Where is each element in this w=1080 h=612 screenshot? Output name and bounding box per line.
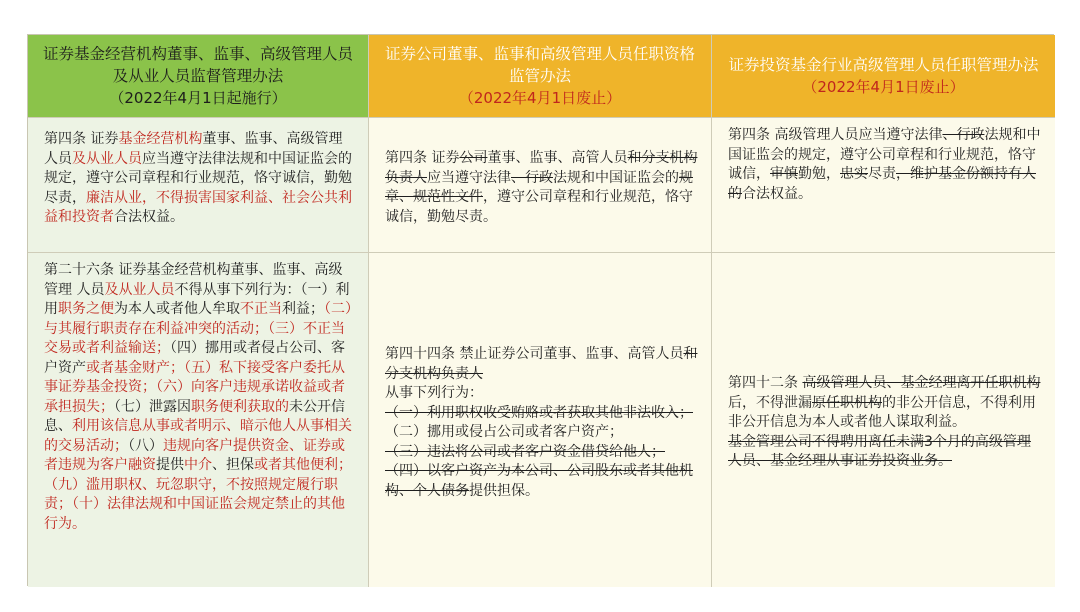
text-segment: 后，不得泄漏 [728,394,812,411]
text-segment: 廉洁从业，不得损害国家利益、社会公共利益和投资者 [44,189,352,225]
text-segment: 为本人或者他人牟取 [114,301,240,317]
text-segment: 基金管理公司不得聘用离任未满3个月的高级管理人员、基金经理从事证券投资业务。 [728,433,1031,470]
text-segment: 第四条 高级管理人员应当遵守法律 [728,127,943,143]
text-segment: 第二十六条 证券基金经营机构董事、监事、高级管理 人员 [44,262,343,298]
text-segment: 第四条 证券 [44,131,119,147]
text-segment: 和分支机构负责人 [385,150,698,186]
article-44-securities [369,253,712,587]
header-title: 证券基金经营机构董事、监事、高级管理人员及从业人员监督管理办法 [42,45,353,85]
text-segment: 、行政 [511,169,553,186]
header-new-rule [28,35,369,118]
text-segment: 审慎 [770,166,798,182]
article-text [728,374,1043,472]
article-42-fund [712,253,1055,587]
text-segment: （二）与其履行职责存在利益冲突的活动；（三）不正当交易或者利益输送； [44,301,352,356]
text-segment: 提供担保。 [469,482,539,499]
article-text [385,345,699,501]
text-segment: 规章、规范性文件 [385,169,693,205]
article-text [44,130,356,228]
text-segment: 利益； [282,301,324,317]
text-segment: 第四十二条 [728,375,803,392]
text-segment: 或者其他便利；（九）滥用职权、玩忽职守，不按照规定履行职责；（十）法律法规和中国证监会规定禁止的其他行为。 [44,457,352,532]
article-4-securities [369,118,712,253]
article-26-new [28,253,369,587]
text-segment: 公司 [459,150,488,166]
text-segment: （一）利用 [44,281,350,317]
text-segment: 法规和中国证监会的 [553,169,679,186]
text-segment: （七）泄露因 [114,398,191,415]
text-segment: 及从业人员 [72,150,142,167]
header-title: 证券投资基金行业高级管理人员任职管理办法 [728,56,1039,74]
text-segment: ，遵守公司章程和行业规范，恪守诚信，勤勉尽责。 [385,189,693,225]
text-segment: （一）利用职权收受贿赂或者获取其他非法收入； [385,404,693,421]
text-segment: 或者基金财产；（五）私下接受客户委托从事证券基金投资；（六）向客户违规承诺收益或者承担损失； [44,359,345,415]
text-segment: （三）违法将公司或者客户资金借贷给他人； [385,443,665,460]
text-segment: （二）挪用或侵占公司或者客户资产； [385,424,623,440]
text-segment: （四）挪用或者侵占公司、客户资产 [44,340,345,376]
article-text [728,126,1043,204]
text-segment: 合法权益。 [742,185,812,202]
text-segment: 提供 [156,457,184,473]
text-segment: 董事、监事、高管人员 [487,150,628,166]
text-segment: 的非公开信息，不得利用非公开信息为本人或者他人谋取利益。 [728,394,1036,431]
article-text [44,261,356,534]
text-segment: 中介 [184,457,212,473]
text-segment: 法规和中国证监会的规定，遵守公司章程和行业规范，恪守诚信， [728,127,1041,182]
text-segment: 勤勉， [798,166,840,182]
header-effective-note: （2022年4月1日起施行） [109,89,287,107]
header-repeal-note: （2022年4月1日废止） [458,89,622,107]
text-segment: 第四十四条 禁止证券公司董事、监事、高管人员 [385,346,684,362]
text-segment: 不正当 [240,301,282,317]
text-segment: 应当遵守法律法规和中国证监会的规定，遵守公司章程和行业规范，恪守诚信，勤勉尽责， [44,150,352,206]
text-segment: 职务便利获取的 [191,398,289,415]
text-segment: 第四条 证券 [385,150,460,166]
text-segment: 不得从事下列行为： [174,281,301,298]
article-text [385,149,699,227]
text-segment: 利用该信息从事或者明示、暗示他人从事相关的交易活动； [44,418,352,454]
text-segment: 、担保 [212,457,254,473]
text-segment: 尽责 [868,166,896,182]
text-segment: 、行政 [942,127,985,143]
text-segment: 董事、监事、高级管理人员 [44,131,343,167]
text-segment: 高级管理人员、基金经理离开任职机构 [802,375,1041,392]
header-fund-rule [712,35,1055,118]
text-segment: 及从业人员 [104,281,175,298]
header-title: 证券公司董事、监事和高级管理人员任职资格监管办法 [384,45,695,85]
text-segment: 原任职机构 [812,394,882,411]
text-segment: 违规向客户提供资金、证券或者违规为客户融资 [44,437,345,473]
text-segment: 合法权益。 [114,209,184,225]
text-segment: 职务之便 [58,301,114,317]
article-4-new [28,118,369,253]
article-4-fund [712,118,1055,253]
comparison-table [27,34,1054,586]
text-segment: （四）以客户资产为本公司、公司股东或者其他机构、个人债务 [385,463,693,499]
text-segment: 应当遵守法律 [427,169,511,186]
text-segment: 忠实 [840,166,868,182]
text-segment: 未公开信息、 [44,398,345,434]
text-segment: 从事下列行为： [385,385,483,401]
text-segment: ，维护基金份额持有人的 [728,166,1036,202]
header-repeal-note: （2022年4月1日废止） [802,78,965,96]
text-segment: 和分支机构负责人 [385,346,698,382]
text-segment: （八） [128,437,163,454]
text-segment: 基金经营机构 [118,131,203,147]
header-securities-rule [369,35,712,118]
